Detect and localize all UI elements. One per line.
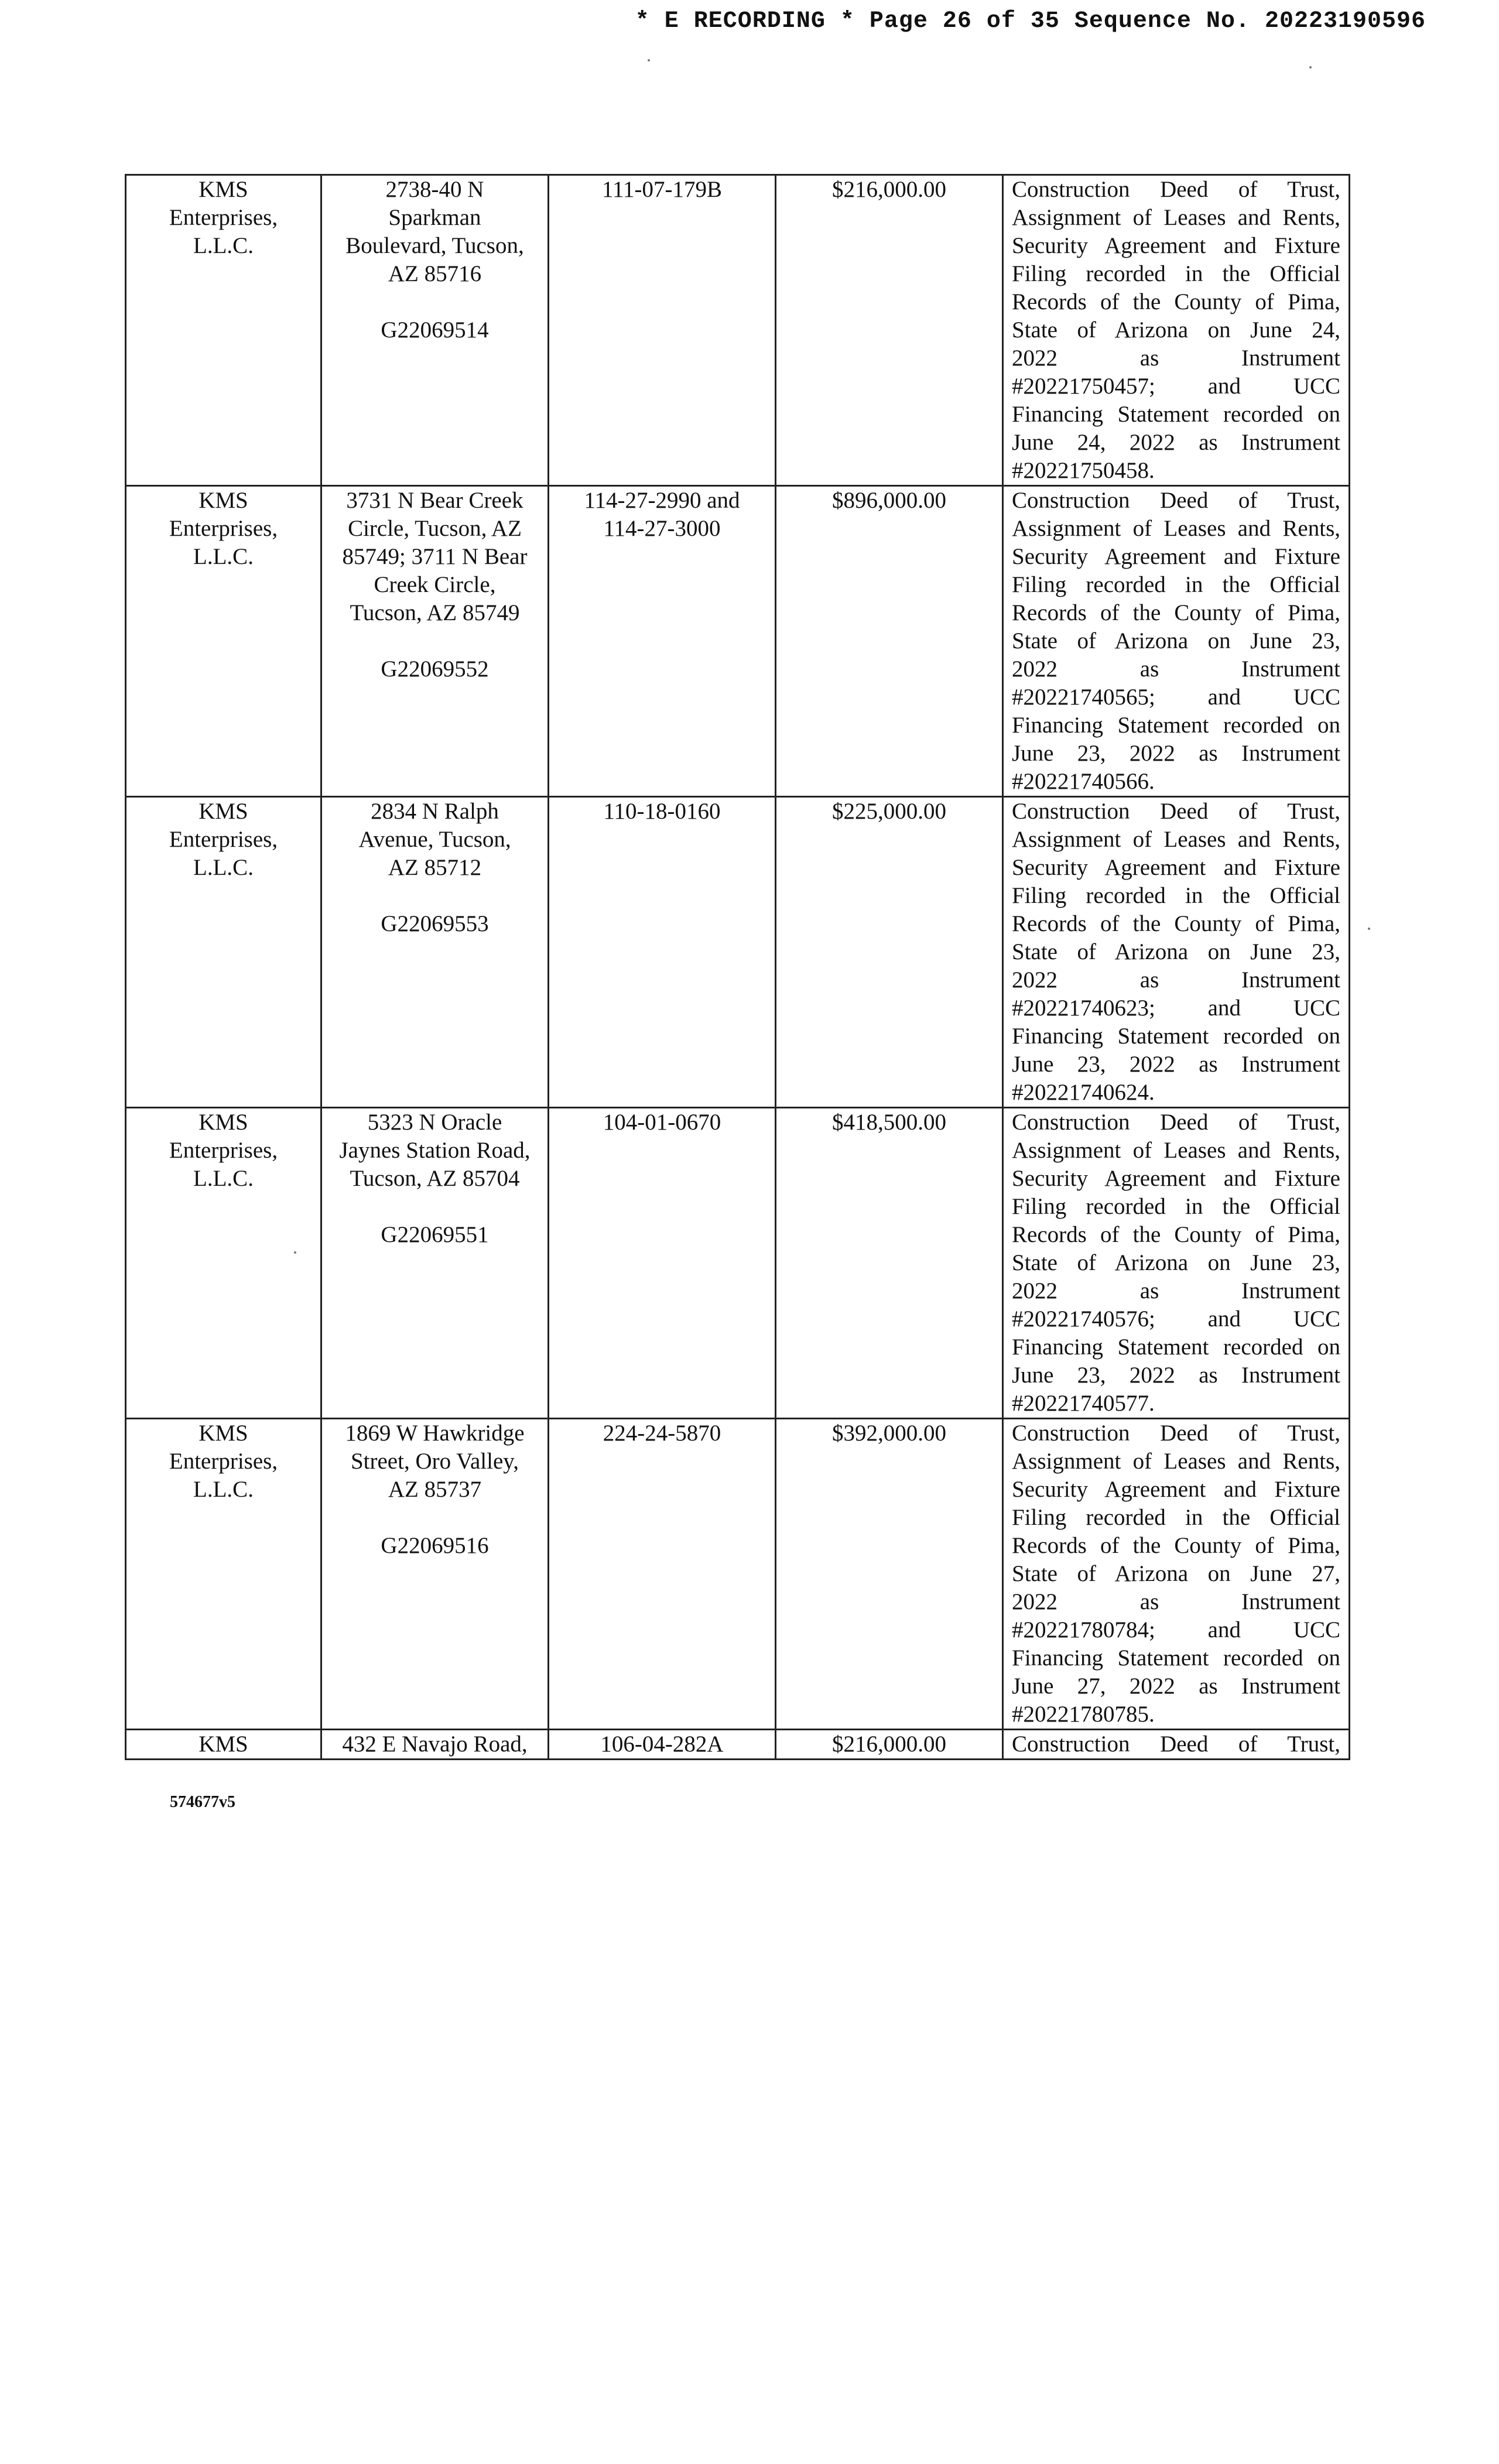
cell-line: 110-18-0160 (603, 799, 721, 824)
cell-line: $216,000.00 (832, 1731, 946, 1757)
recording-header: * E RECORDING * Page 26 of 35 Sequence No. 20223190596 (635, 8, 1426, 35)
address-cell (321, 1419, 549, 1730)
document-id: 574677v5 (170, 1793, 235, 1811)
cell-line: 114-27-3000 (603, 516, 721, 541)
parcel-cell (549, 1108, 776, 1419)
cell-line: June 23, 2022 as Instrument (1012, 1052, 1340, 1077)
cell-line: State of Arizona on June 24, (1012, 317, 1340, 343)
cell-line: #20221780784; and UCC (1012, 1617, 1340, 1642)
address-cell (321, 797, 549, 1108)
cell-line: AZ 85712 (388, 855, 482, 880)
cell-line: Assignment of Leases and Rents, (1012, 1449, 1340, 1474)
parcel-cell (549, 797, 776, 1108)
address-cell (321, 1108, 549, 1419)
cell-line: Avenue, Tucson, (358, 827, 511, 852)
cell-line: #20221750457; and UCC (1012, 374, 1340, 399)
parcel-cell (549, 486, 776, 797)
cell-line: Construction Deed of Trust, (1012, 1731, 1340, 1757)
parcel-cell (549, 1419, 776, 1730)
amount-cell (776, 175, 1003, 486)
cell-line: Enterprises, (169, 205, 278, 230)
cell-line: Records of the County of Pima, (1012, 911, 1340, 936)
cell-line: June 24, 2022 as Instrument (1012, 430, 1340, 455)
cell-line: 85749; 3711 N Bear (342, 544, 528, 569)
cell-line: 2022 as Instrument (1012, 967, 1340, 993)
cell-line: 2022 as Instrument (1012, 1278, 1340, 1303)
cell-line: State of Arizona on June 23, (1012, 628, 1340, 653)
table-row (126, 1108, 1350, 1419)
cell-line: 2022 as Instrument (1012, 656, 1340, 682)
cell-line: Enterprises, (169, 827, 278, 852)
cell-line: $392,000.00 (832, 1421, 946, 1446)
cell-line: Records of the County of Pima, (1012, 1222, 1340, 1247)
cell-line: 114-27-2990 and (584, 488, 740, 513)
property-code: G22069551 (381, 1222, 489, 1247)
cell-line: Sparkman (388, 205, 481, 230)
records-table (125, 174, 1350, 1760)
cell-line: Enterprises, (169, 1449, 278, 1474)
scan-speck (648, 59, 650, 61)
cell-line: AZ 85716 (388, 261, 482, 286)
cell-line: L.L.C. (193, 1166, 254, 1191)
records-body (126, 175, 1350, 1760)
cell-line: 104-01-0670 (603, 1110, 721, 1135)
cell-line: AZ 85737 (388, 1477, 482, 1502)
cell-line: Construction Deed of Trust, (1012, 177, 1340, 202)
cell-line: L.L.C. (193, 855, 254, 880)
cell-line: Financing Statement recorded on (1012, 1334, 1340, 1360)
cell-line: Circle, Tucson, AZ (348, 516, 522, 541)
cell-line: #20221740576; and UCC (1012, 1306, 1340, 1332)
cell-line: Filing recorded in the Official (1012, 1505, 1340, 1530)
cell-line: 5323 N Oracle (367, 1110, 502, 1135)
cell-line: Enterprises, (169, 1138, 278, 1163)
table-row (126, 486, 1350, 797)
cell-line: #20221740623; and UCC (1012, 995, 1340, 1021)
amount-cell (776, 797, 1003, 1108)
cell-line: Security Agreement and Fixture (1012, 855, 1340, 880)
cell-line: Security Agreement and Fixture (1012, 1477, 1340, 1502)
cell-line: Filing recorded in the Official (1012, 1194, 1340, 1219)
cell-line: #20221750458. (1012, 458, 1155, 483)
owner-cell (126, 486, 321, 797)
scan-speck (1309, 66, 1312, 69)
cell-line: KMS (199, 1110, 248, 1135)
cell-line: $418,500.00 (832, 1110, 946, 1135)
line-gap (330, 882, 539, 910)
cell-line: State of Arizona on June 27, (1012, 1561, 1340, 1586)
cell-line: $225,000.00 (832, 799, 946, 824)
cell-line: Construction Deed of Trust, (1012, 1110, 1340, 1135)
property-code: G22069514 (381, 317, 489, 343)
cell-line: Records of the County of Pima, (1012, 600, 1340, 625)
cell-line: Filing recorded in the Official (1012, 572, 1340, 597)
amount-cell (776, 1419, 1003, 1730)
cell-line: $896,000.00 (832, 488, 946, 513)
cell-line: State of Arizona on June 23, (1012, 939, 1340, 964)
cell-line: Assignment of Leases and Rents, (1012, 1138, 1340, 1163)
cell-line: 224-24-5870 (603, 1421, 721, 1446)
line-gap (330, 1504, 539, 1532)
cell-line: 2738-40 N (385, 177, 484, 202)
line-gap (330, 288, 539, 316)
description-cell (1003, 1108, 1350, 1419)
owner-cell (126, 1419, 321, 1730)
cell-line: 2022 as Instrument (1012, 345, 1340, 371)
property-code: G22069552 (381, 656, 489, 682)
cell-line: Boulevard, Tucson, (345, 233, 524, 258)
cell-line: #20221740624. (1012, 1080, 1155, 1105)
cell-line: #20221740577. (1012, 1391, 1155, 1416)
owner-cell (126, 1108, 321, 1419)
cell-line: #20221740565; and UCC (1012, 685, 1340, 710)
cell-line: 1869 W Hawkridge (345, 1421, 525, 1446)
table-row (126, 1730, 1350, 1760)
cell-line: Tucson, AZ 85704 (350, 1166, 520, 1191)
cell-line: KMS (199, 1731, 248, 1757)
cell-line: L.L.C. (193, 233, 254, 258)
line-gap (330, 1193, 539, 1221)
cell-line: #20221740566. (1012, 769, 1155, 794)
cell-line: 106-04-282A (600, 1731, 724, 1757)
cell-line: Financing Statement recorded on (1012, 713, 1340, 738)
cell-line: June 23, 2022 as Instrument (1012, 741, 1340, 766)
cell-line: Assignment of Leases and Rents, (1012, 516, 1340, 541)
cell-line: Jaynes Station Road, (339, 1138, 531, 1163)
cell-line: Financing Statement recorded on (1012, 402, 1340, 427)
owner-cell (126, 797, 321, 1108)
cell-line: L.L.C. (193, 1477, 254, 1502)
cell-line: Records of the County of Pima, (1012, 289, 1340, 314)
cell-line: Construction Deed of Trust, (1012, 488, 1340, 513)
cell-line: 432 E Navajo Road, (342, 1731, 528, 1757)
cell-line: Filing recorded in the Official (1012, 261, 1340, 286)
cell-line: KMS (199, 1421, 248, 1446)
address-cell (321, 175, 549, 486)
cell-line: KMS (199, 488, 248, 513)
cell-line: 3731 N Bear Creek (346, 488, 523, 513)
property-code: G22069516 (381, 1533, 489, 1558)
cell-line: KMS (199, 177, 248, 202)
amount-cell (776, 1730, 1003, 1760)
owner-cell (126, 175, 321, 486)
table-row (126, 1419, 1350, 1730)
cell-line: #20221780785. (1012, 1702, 1155, 1727)
cell-line: Enterprises, (169, 516, 278, 541)
description-cell (1003, 797, 1350, 1108)
table-row (126, 175, 1350, 486)
scan-speck (1368, 928, 1370, 930)
address-cell (321, 1730, 549, 1760)
cell-line: KMS (199, 799, 248, 824)
description-cell (1003, 1419, 1350, 1730)
cell-line: Security Agreement and Fixture (1012, 233, 1340, 258)
cell-line: Construction Deed of Trust, (1012, 1421, 1340, 1446)
cell-line: Security Agreement and Fixture (1012, 544, 1340, 569)
owner-cell (126, 1730, 321, 1760)
cell-line: June 23, 2022 as Instrument (1012, 1363, 1340, 1388)
amount-cell (776, 486, 1003, 797)
cell-line: Financing Statement recorded on (1012, 1645, 1340, 1671)
cell-line: 2022 as Instrument (1012, 1589, 1340, 1614)
cell-line: Creek Circle, (374, 572, 496, 597)
cell-line: L.L.C. (193, 544, 254, 569)
line-gap (330, 627, 539, 655)
cell-line: Records of the County of Pima, (1012, 1533, 1340, 1558)
cell-line: June 27, 2022 as Instrument (1012, 1674, 1340, 1699)
table-row (126, 797, 1350, 1108)
cell-line: Financing Statement recorded on (1012, 1024, 1340, 1049)
description-cell (1003, 486, 1350, 797)
cell-line: Tucson, AZ 85749 (350, 600, 520, 625)
cell-line: $216,000.00 (832, 177, 946, 202)
cell-line: Street, Oro Valley, (350, 1449, 519, 1474)
cell-line: 111-07-179B (601, 177, 723, 202)
cell-line: 2834 N Ralph (371, 799, 499, 824)
cell-line: Assignment of Leases and Rents, (1012, 205, 1340, 230)
cell-line: Construction Deed of Trust, (1012, 799, 1340, 824)
address-cell (321, 486, 549, 797)
property-code: G22069553 (381, 911, 489, 936)
description-cell (1003, 175, 1350, 486)
cell-line: Security Agreement and Fixture (1012, 1166, 1340, 1191)
amount-cell (776, 1108, 1003, 1419)
cell-line: State of Arizona on June 23, (1012, 1250, 1340, 1275)
cell-line: Filing recorded in the Official (1012, 883, 1340, 908)
cell-line: Assignment of Leases and Rents, (1012, 827, 1340, 852)
parcel-cell (549, 175, 776, 486)
parcel-cell (549, 1730, 776, 1760)
description-cell (1003, 1730, 1350, 1760)
